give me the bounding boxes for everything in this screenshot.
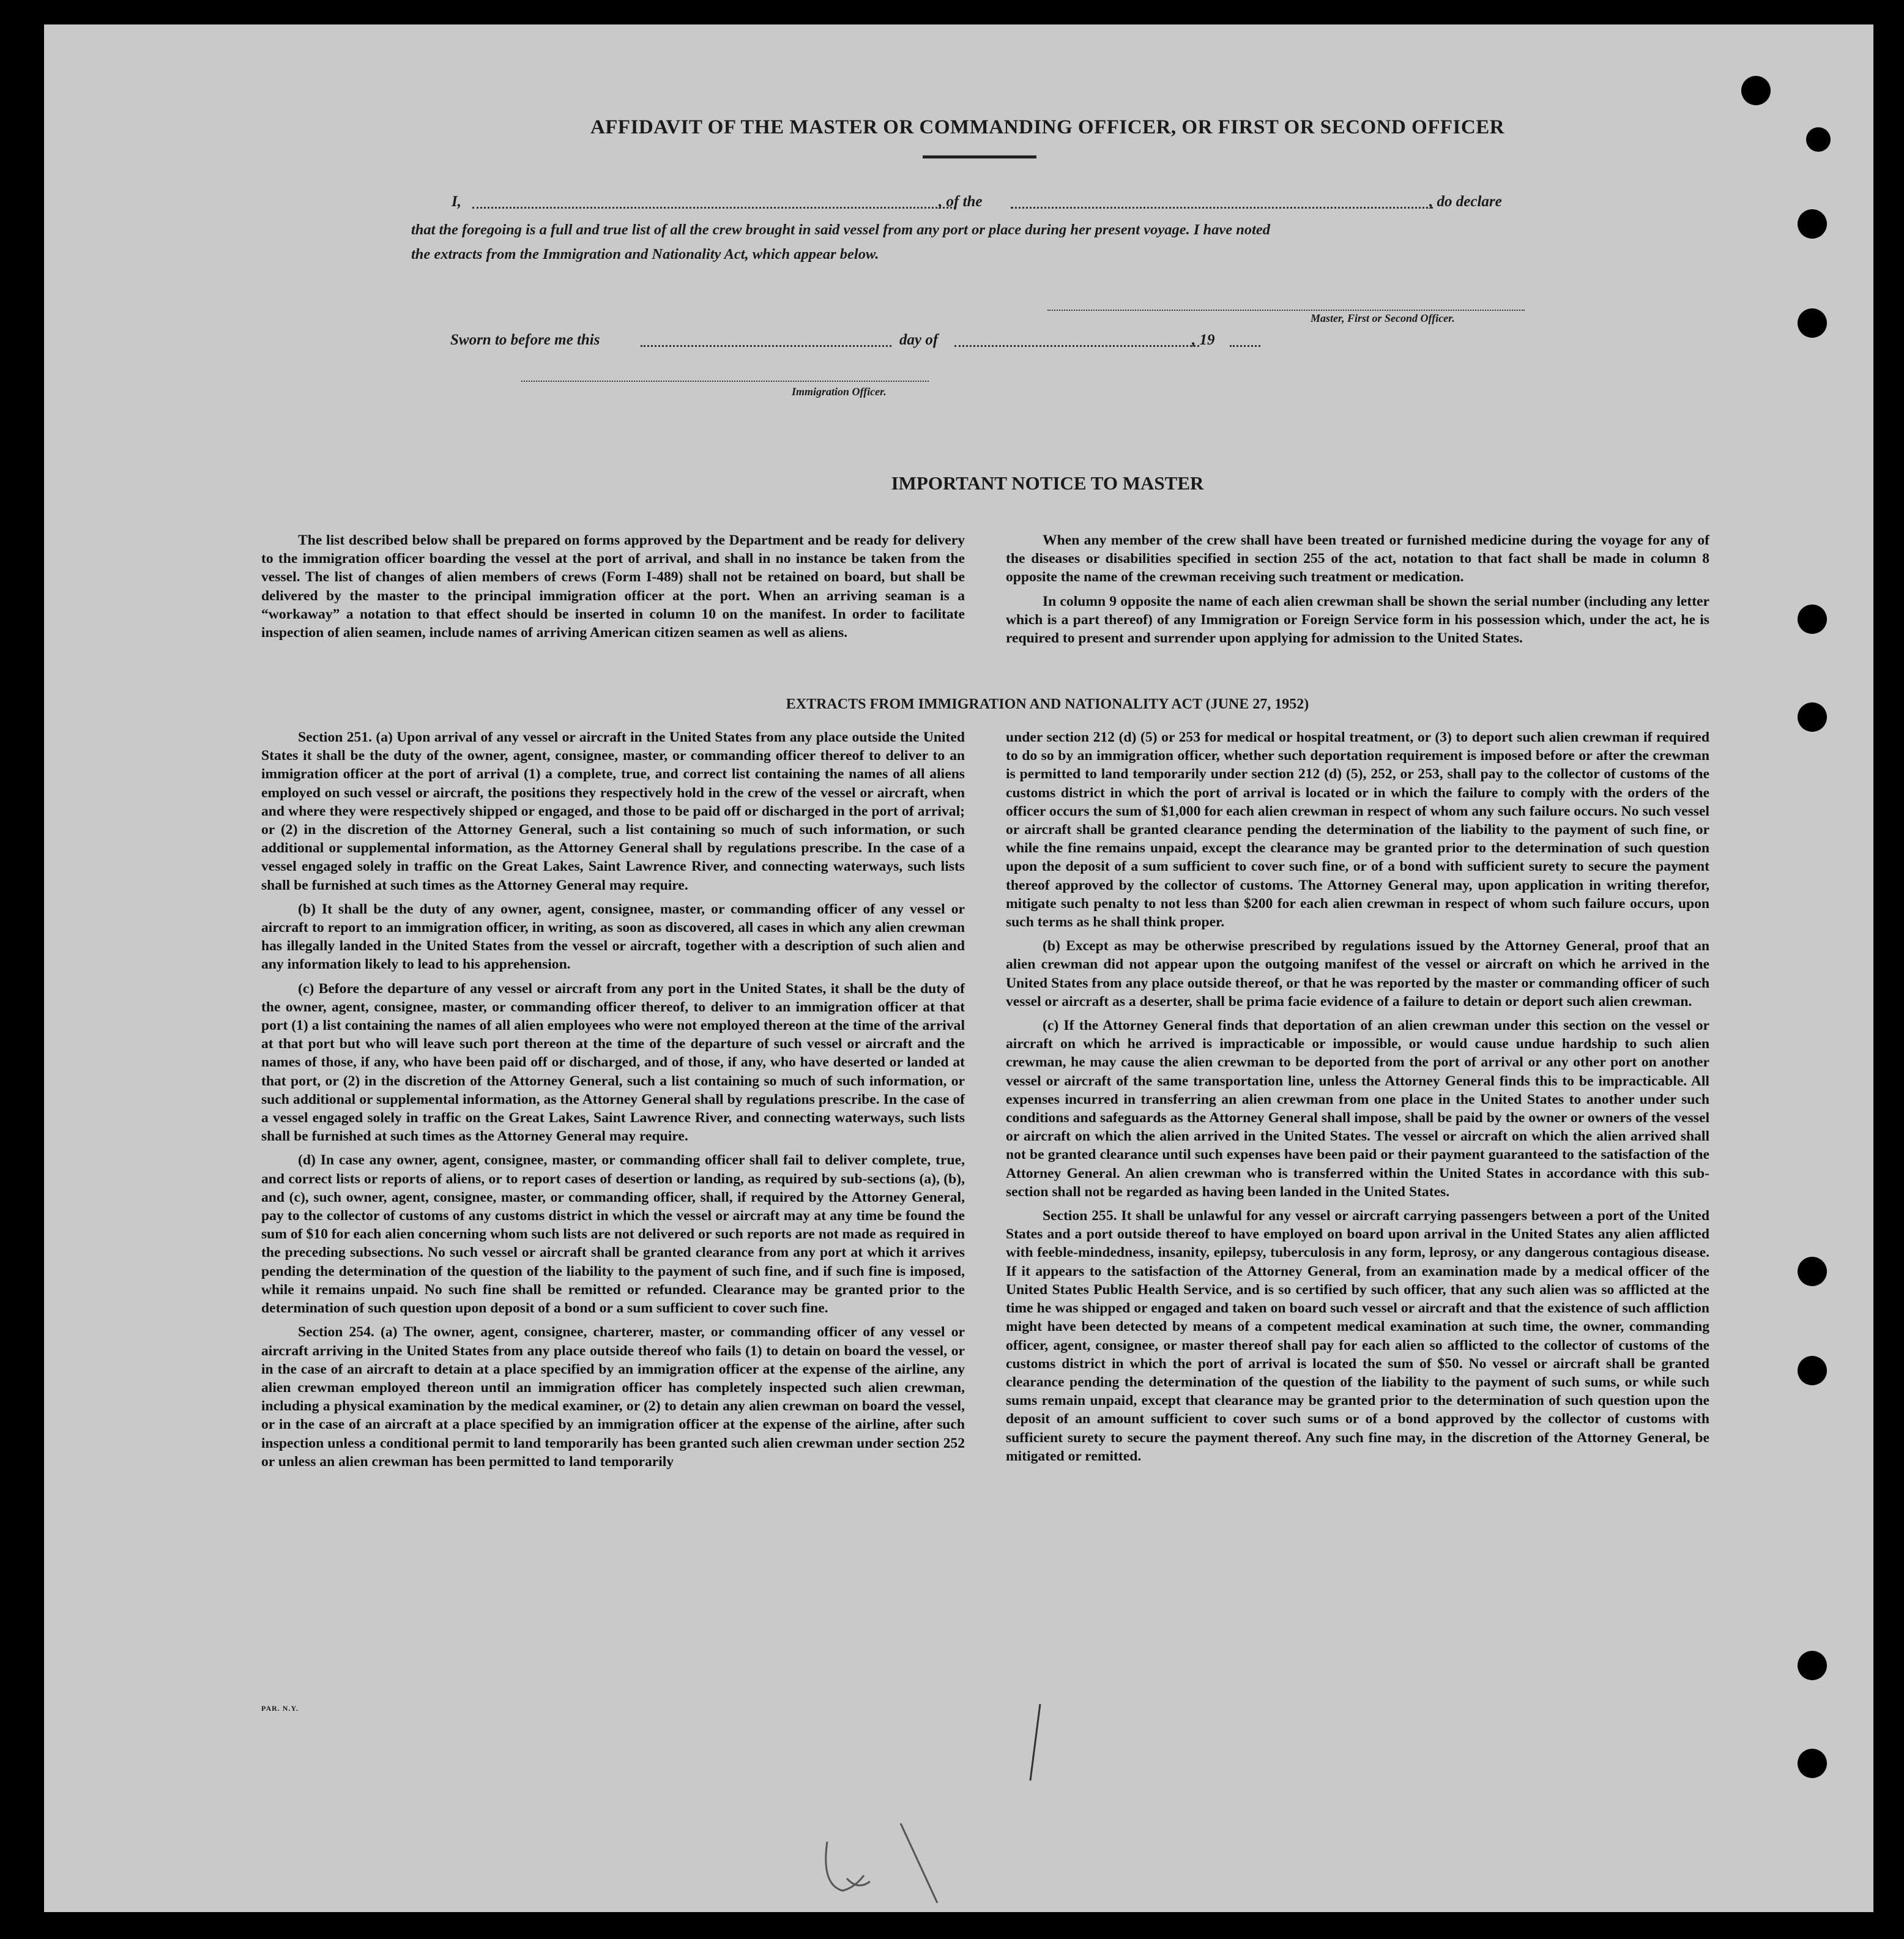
vessel-name-field[interactable] (1011, 207, 1433, 209)
notice-right-column (1006, 531, 1709, 653)
punch-hole (1741, 76, 1771, 105)
sworn-label: Sworn to before me this (450, 332, 600, 348)
notice-paragraph: In column 9 opposite the name of each alien crewman shall be shown the serial number (including any letter which is a part thereof) of any Immigration or Foreign Service form in his possession which, under the act, he is required to present and surrender upon applying for admission to the United States. (1006, 593, 1709, 647)
master-signature-label: Master, First or Second Officer. (1311, 312, 1455, 324)
master-signature-line[interactable] (1047, 310, 1525, 311)
section-254b: (b) Except as may be otherwise prescribed by regulations issued by the Attorney General, proof that an alien crewman did not appear upon the outgoing manifest of the vessel or aircraft on which he arrived in the United States from any place outside thereof, or that he was reported by the master or commanding officer of such vessel or aircraft as a deserter, shall be prima facie evidence of a failure to detain or deport such alien crewman. (1006, 938, 1709, 1010)
extracts-title: EXTRACTS FROM IMMIGRATION AND NATIONALITY ACT (JUNE 27, 1952) (786, 696, 1309, 712)
sworn-month-field[interactable] (954, 345, 1199, 347)
punch-hole (1798, 1257, 1827, 1286)
notice-left-column (261, 531, 965, 647)
section-255: Section 255. It shall be unlawful for any vessel or aircraft carrying passengers between a port of the United States and a port outside thereof to have employed on board upon arrival in the United States any alien afflicted with feeble-mindedness, insanity, epilepsy, tuberculosis in any form, leprosy, or any dangerous contagious disease. If it appears to the satisfaction of the Attorney General, from an examination made by a medical officer of the United States Public Health Service, and is so certified by such officer, that any such alien was so afflicted at the time he was shipped or engaged and taken on board such vessel or aircraft and that the existence of such affliction might have been detected by means of a competent medical examination at such time, the owner, commanding officer, agent, consignee, or master thereof shall pay for each alien so afflicted to the collector of customs of the customs district in which the port of arrival is located the sum of $50. No vessel or aircraft shall be granted clearance pending the determination of the question of the liability to the payment of such sums, or while such sums remain unpaid, except that clearance may be granted prior to the determination of such question upon the deposit of an amount sufficient to cover such sums or of a bond approved by the collector of customs with sufficient surety to secure the payment thereof. Any such fine may, in the discretion of the Attorney General, be mitigated or remitted. (1006, 1208, 1709, 1464)
immigration-officer-signature-line[interactable] (521, 381, 929, 382)
punch-hole (1798, 1749, 1827, 1778)
punch-hole (1798, 702, 1827, 732)
section-251d: (d) In case any owner, agent, consignee, master, or commanding officer shall fail to deliver complete, true, and correct lists or reports of aliens, or to report cases of desertion or landing, as required by sub-sections (a), (b), and (c), such owner, agent, consignee, master, or commanding officer, shall, if required by the Attorney General, pay to the collector of customs of any customs district in which the vessel or aircraft may at any time be found the sum of $10 for each alien concerning whom such lists are not delivered or such reports are not made as required in the preceding subsections. No such vessel or aircraft shall be granted clearance from any port at which it arrives pending the determination of the question of the liability to the payment of such fine, and if such fine is imposed, while it remains unpaid. No such fine shall be remitted or refunded. Clearance may be granted prior to the determination of such question upon deposit of a bond or a sum sufficient to cover such fine. (261, 1152, 965, 1317)
notice-title: IMPORTANT NOTICE TO MASTER (891, 472, 1204, 494)
notice-paragraph: When any member of the crew shall have been treated or furnished medicine during the voyage for any of the diseases or disabilities specified in section 255 of the act, notation to that fact shall be made in column 8 opposite the name of the crewman receiving such treatment or medication. (1006, 532, 1709, 586)
sworn-day-field[interactable] (641, 345, 891, 347)
declare-label: , do declare (1429, 193, 1502, 210)
punch-hole (1798, 1651, 1827, 1680)
section-254a-continued: under section 212 (d) (5) or 253 for medical or hospital treatment, or (3) to deport such alien crewman if required to do so by an immigration officer, whether such deportation requirement is imposed before or after the crewman is permitted to land temporarily under section 212 (d) (5), 252, or 253, shall pay to the collector of customs of the customs district in which the port of arrival is located or in which the failure to comply with the orders of the officer occurs the sum of $1,000 for each alien crewman in respect of whom any such failure occurs. No such vessel or aircraft shall be granted clearance pending the determination of the liability to the payment of such fine, or while the fine remains unpaid, except the clearance may be granted prior to the determination of such question upon the deposit of a sum sufficient to cover such fine, or of a bond with sufficient surety to secure the payment thereof approved by the collector of customs. The Attorney General may, upon application in writing therefor, mitigate such penalty to not less than $200 for each alien crewman in respect of whom such failure occurs, upon such terms as he shall think proper. (1006, 729, 1709, 931)
punch-hole (1798, 209, 1827, 239)
form-page (44, 24, 1873, 1912)
title-divider (923, 155, 1036, 158)
punch-hole (1798, 605, 1827, 634)
printer-mark: PAR. N.Y. (261, 1704, 299, 1713)
pencil-mark (1023, 1701, 1047, 1787)
handwritten-scribble (809, 1817, 968, 1909)
section-251a: Section 251. (a) Upon arrival of any vessel or aircraft in the United States from any place outside the United States it shall be the duty of the owner, agent, consignee, master, or commanding officer thereof to deliver to an immigration officer at the port of arrival (1) a complete, true, and correct list containing the names of all aliens employed on such vessel or aircraft, the positions they respectively hold in the crew of the vessel or aircraft, when and where they were respectively shipped or engaged, and those to be paid off or discharged in the port of arrival; or (2) in the discretion of the Attorney General, such a list containing so much of such information, or such additional or supplemental information, as the Attorney General shall by regulations prescribe. In the case of a vessel engaged solely in traffic on the Great Lakes, Saint Lawrence River, and connecting waterways, such lists shall be furnished at such times as the Attorney General may require. (261, 729, 965, 893)
notice-paragraph: The list described below shall be prepared on forms approved by the Department and be ready for delivery to the immigration officer boarding the vessel at the port of arrival, and shall in no instance be taken from the vessel. The list of changes of alien members of crews (Form I-489) shall not be retained on board, but shall be delivered by the master to the principal immigration officer at the port. When an arriving seaman is a “workaway” a notation to that effect should be inserted in column 10 on the manifest. In order to facilitate inspection of alien seamen, include names of arriving American citizen seamen as well as aliens. (261, 532, 965, 641)
extracts-left-column (261, 728, 965, 1476)
vessel-label: , of the (939, 193, 983, 210)
year-label: , 19 (1192, 332, 1215, 348)
sworn-year-field[interactable] (1230, 345, 1260, 347)
extracts-right-column (1006, 728, 1709, 1471)
punch-hole (1806, 127, 1831, 152)
section-251b: (b) It shall be the duty of any owner, agent, consignee, master, or commanding officer of any vessel or aircraft to report to an immigration officer, in writing, as soon as discovered, all cases in which any alien crewman has illegally landed in the United States from the vessel or aircraft, together with a description of such alien and any information likely to lead to his apprehension. (261, 901, 965, 973)
section-251c: (c) Before the departure of any vessel or aircraft from any port in the United States, it shall be the duty of the owner, agent, consignee, master, or commanding officer thereof, to deliver to an immigration officer at that port (1) a list containing the names of all alien employees who were not employed thereon at the time of the arrival at that port but who will leave such port thereon at the time of the departure of such vessel or aircraft and the names of those, if any, who have been paid off or discharged, and of those, if any, who have deserted or landed at that port, or (2) in the discretion of the Attorney General, such a list containing so much of such information, or such additional or supplemental information, as the Attorney General shall by regulations prescribe. In the case of a vessel engaged solely in traffic on the Great Lakes, Saint Lawrence River, and connecting waterways, such lists shall be furnished at such times as the Attorney General may require. (261, 980, 965, 1145)
day-of-label: day of (899, 332, 939, 348)
immigration-officer-label: Immigration Officer. (792, 385, 887, 398)
declaration-text-line-2: that the foregoing is a full and true list of all the crew brought in said vessel from any port or place during her present voyage. I have noted (411, 221, 1271, 238)
section-254a: Section 254. (a) The owner, agent, consignee, charterer, master, or commanding officer of any vessel or aircraft arriving in the United States from any place outside thereof who fails (1) to detain on board the vessel, or in the case of an aircraft to detain at a place specified by an immigration officer at the expense of the airline, any alien crewman employed thereon until an immigration officer has completely inspected such alien crewman, including a physical examination by the medical examiner, or (2) to detain any alien crewman on board the vessel, or in the case of an aircraft at a place specified by an immigration officer at the expense of the airline, after such inspection unless a conditional permit to land temporarily has been granted such alien crewman under section 252 or unless an alien crewman has been permitted to land temporarily (261, 1324, 965, 1470)
declarant-name-field[interactable] (472, 207, 956, 209)
punch-hole (1798, 308, 1827, 338)
declarant-label: I, (452, 193, 461, 210)
affidavit-title: AFFIDAVIT OF THE MASTER OR COMMANDING OFFICER, OR FIRST OR SECOND OFFICER (590, 116, 1505, 138)
section-254c: (c) If the Attorney General finds that deportation of an alien crewman under this section on the vessel or aircraft on which he arrived is impracticable or impossible, or would cause undue hardship to such alien crewman, he may cause the alien crewman to be deported from the port of arrival or any other port on another vessel or aircraft of the same transportation line, unless the Attorney General finds this to be impracticable. All expenses incurred in transferring an alien crewman from one place in the United States to another under such conditions and safeguards as the Attorney General shall impose, shall be paid by the owner or owners of the vessel or aircraft on which the alien arrived in the United States. The vessel or aircraft on which the alien arrived shall not be granted clearance until such expenses have been paid or their payment guaranteed to the satisfaction of the Attorney General. An alien crewman who is transferred within the United States in accordance with this sub-section shall not be regarded as having been landed in the United States. (1006, 1018, 1709, 1200)
declaration-text-line-3: the extracts from the Immigration and Nationality Act, which appear below. (411, 246, 879, 262)
punch-hole (1798, 1356, 1827, 1385)
